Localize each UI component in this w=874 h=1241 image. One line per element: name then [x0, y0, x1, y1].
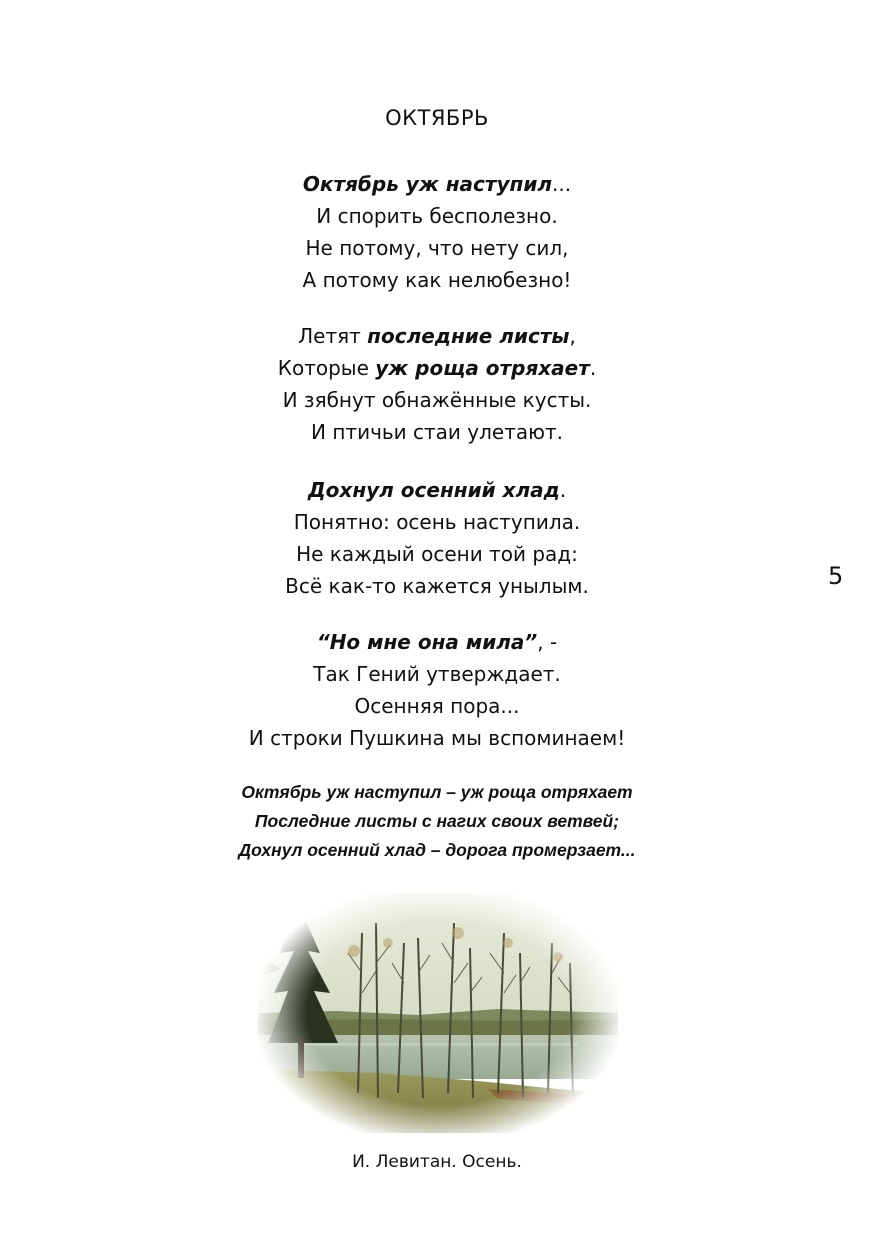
stanza-line: А потому как нелюбезно! — [302, 268, 572, 292]
painting-caption: И. Левитан. Осень. — [352, 1152, 522, 1172]
autumn-landscape-painting — [258, 893, 618, 1133]
stanza-line: Понятно: осень наступила. — [293, 510, 581, 534]
stanza-line: Не потому, что нету сил, — [305, 236, 569, 260]
quote-line: Октябрь уж наступил – уж роща отряхает — [241, 782, 633, 802]
stanza-line: Всё как-то кажется унылым. — [285, 574, 589, 598]
poem-title: ОКТЯБРЬ — [385, 106, 489, 130]
emphasis-text: уж роща отряхает — [375, 356, 590, 380]
stanza-line: Октябрь уж наступил... — [302, 172, 572, 196]
emphasis-text: “Но мне она мила” — [316, 630, 538, 654]
stanza-line: Дохнул осенний хлад. — [307, 478, 567, 502]
stanza-3 — [0, 474, 874, 602]
stanza-line: И птичьи стаи улетают. — [311, 420, 563, 444]
pushkin-quote — [0, 778, 874, 865]
stanza-line: Которые уж роща отряхает. — [277, 356, 597, 380]
page-number: 5 — [828, 562, 844, 590]
emphasis-text: последние листы — [367, 324, 570, 348]
stanza-line: Не каждый осени той рад: — [296, 542, 578, 566]
stanza-2 — [0, 320, 874, 448]
stanza-line: “Но мне она мила”, - — [316, 630, 558, 654]
quote-line: Дохнул осенний хлад – дорога промерзает... — [238, 840, 636, 860]
stanza-line: И строки Пушкина мы вспоминаем! — [248, 726, 626, 750]
painting-image — [258, 893, 618, 1133]
emphasis-text: Дохнул осенний хлад — [307, 478, 560, 502]
stanza-line: Летят последние листы, — [298, 324, 576, 348]
emphasis-text: Октябрь уж наступил — [302, 172, 552, 196]
stanza-line: И спорить бесполезно. — [316, 204, 558, 228]
stanza-line: Осенняя пора... — [354, 694, 520, 718]
quote-line: Последние листы с нагих своих ветвей; — [254, 811, 620, 831]
stanza-line: И зябнут обнажённые кусты. — [282, 388, 592, 412]
stanza-1 — [0, 168, 874, 296]
stanza-4 — [0, 626, 874, 754]
stanza-line: Так Гений утверждает. — [313, 662, 561, 686]
